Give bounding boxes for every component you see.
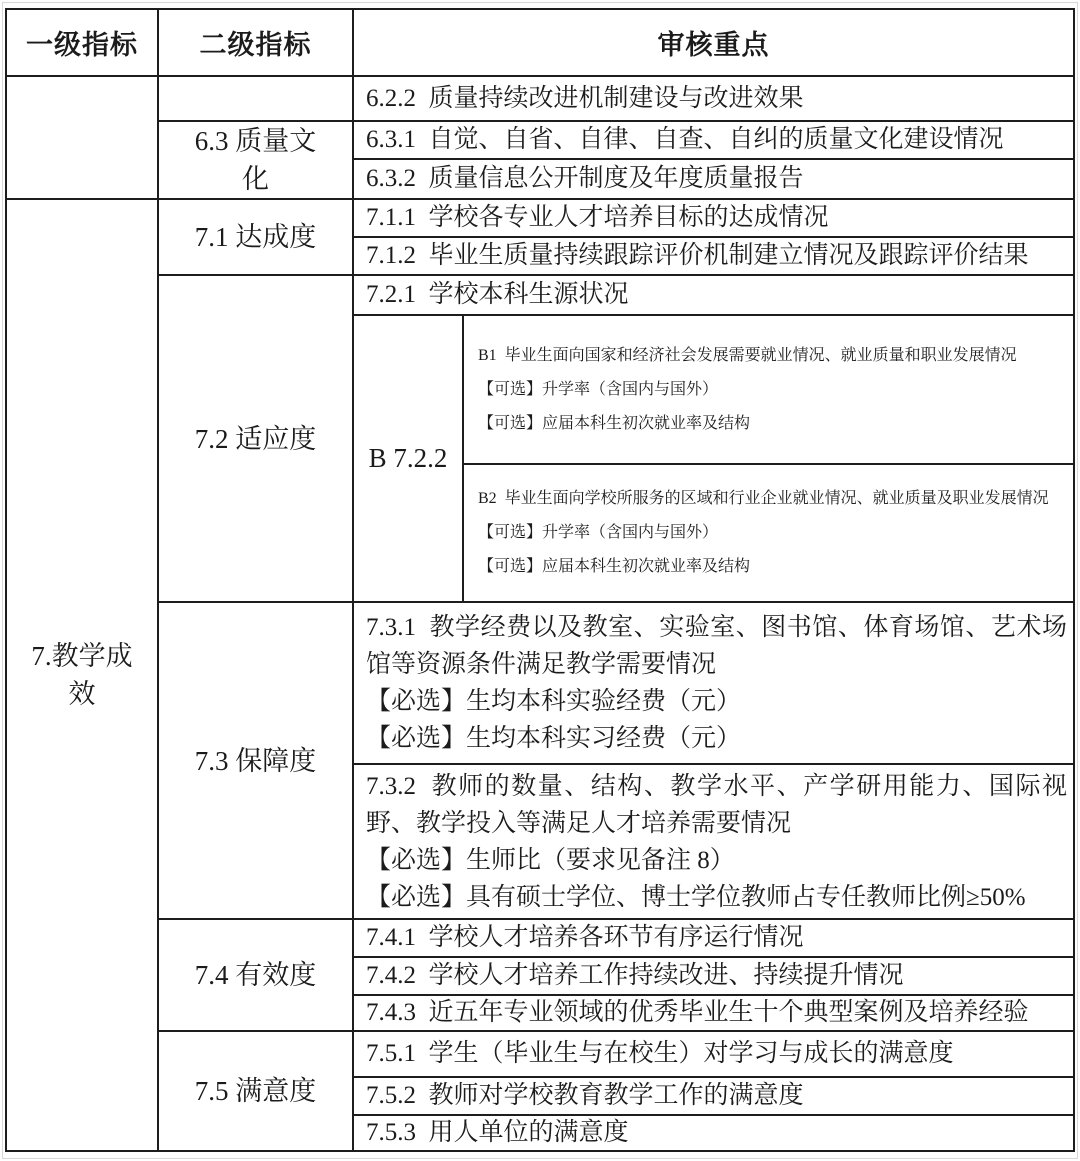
cell-b722-label: B 7.2.2	[353, 315, 463, 602]
optional-item: 【可选】应届本科生初次就业率及结构	[478, 414, 751, 432]
cell-focus-7-4-2: 7.4.2 学校人才培养工作持续改进、持续提升情况	[353, 957, 1074, 995]
cell-level2-6-3-quality-culture	[158, 121, 353, 199]
cell-level1-section6-empty	[6, 76, 158, 199]
cell-level2-section62-empty	[158, 76, 353, 121]
table-row	[6, 602, 1074, 764]
required-item: 【必选】具有硕士学位、博士学位教师占专任教师比例≥50%	[366, 883, 1026, 911]
cell-focus-7-2-1: 7.2.1 学校本科生源状况	[353, 275, 1074, 315]
table-row	[6, 121, 1074, 159]
table-row	[6, 1031, 1074, 1077]
table-row	[6, 199, 1074, 237]
cell-focus-7-4-1: 7.4.1 学校人才培养各环节有序运行情况	[353, 919, 1074, 957]
cell-focus-7-1-1: 7.1.1 学校各专业人才培养目标的达成情况	[353, 199, 1074, 237]
cell-level2-7-1-attainment	[158, 199, 353, 275]
cell-level2-7-2-adaptability	[158, 275, 353, 602]
level1-label: 7.教学成效	[31, 641, 133, 709]
focus-text-7-3-2: 7.3.2 教师的数量、结构、教学水平、产学研用能力、国际视野、教学投入等满足人才培养需要情况	[366, 772, 1067, 837]
cell-focus-6-3-2: 6.3.2 质量信息公开制度及年度质量报告	[353, 159, 1074, 199]
cell-level1-7-teaching-effect	[6, 199, 158, 1151]
header-level2-indicator: 二级指标	[158, 9, 353, 76]
optional-item: 【可选】升学率（含国内与国外）	[478, 380, 719, 398]
cell-focus-7-4-3: 7.4.3 近五年专业领域的优秀毕业生十个典型案例及培养经验	[353, 995, 1074, 1031]
table-row	[6, 275, 1074, 315]
cell-focus-7-3-2	[353, 764, 1074, 919]
level2-label: 7.1 达成度	[194, 222, 317, 252]
level2-label: 7.4 有效度	[194, 960, 317, 990]
header-level1-indicator: 一级指标	[6, 9, 158, 76]
cell-focus-7-5-2: 7.5.2 教师对学校教育教学工作的满意度	[353, 1077, 1074, 1115]
level2-label: 7.3 保障度	[194, 745, 317, 776]
focus-text-7-3-1: 7.3.1 教学经费以及教室、实验室、图书馆、体育场馆、艺术场馆等资源条件满足教学需要情况	[366, 614, 1067, 678]
cell-focus-7-3-1	[353, 602, 1074, 764]
cell-level2-7-4-effectiveness	[158, 919, 353, 1031]
cell-focus-7-5-3: 7.5.3 用人单位的满意度	[353, 1115, 1074, 1151]
optional-item: 【可选】应届本科生初次就业率及结构	[478, 558, 751, 575]
cell-level2-7-5-satisfaction	[158, 1031, 353, 1151]
table-header-row	[6, 9, 1074, 76]
cell-focus-b1	[463, 315, 1074, 464]
optional-item: 【可选】升学率（含国内与国外）	[478, 524, 719, 541]
level2-label: 6.3 质量文化	[194, 126, 317, 194]
required-item: 【必选】生师比（要求见备注 8）	[366, 846, 735, 874]
required-item: 【必选】生均本科实验经费（元）	[366, 688, 742, 715]
cell-focus-7-1-2: 7.1.2 毕业生质量持续跟踪评价机制建立情况及跟踪评价结果	[353, 237, 1074, 275]
cell-level2-7-3-guarantee	[158, 602, 353, 919]
focus-text-b1: B1 毕业生面向国家和经济社会发展需要就业情况、就业质量和职业发展情况	[478, 346, 1017, 364]
focus-text-b2: B2 毕业生面向学校所服务的区域和行业企业就业情况、就业质量及职业发展情况	[478, 490, 1049, 507]
table-row	[6, 76, 1074, 121]
indicator-table	[5, 8, 1075, 1152]
required-item: 【必选】生均本科实习经费（元）	[366, 725, 742, 752]
table-row	[6, 919, 1074, 957]
header-review-focus: 审核重点	[353, 9, 1074, 76]
cell-focus-b2	[463, 464, 1074, 602]
cell-focus-6-3-1: 6.3.1 自觉、自省、自律、自查、自纠的质量文化建设情况	[353, 121, 1074, 159]
cell-focus-7-5-1: 7.5.1 学生（毕业生与在校生）对学习与成长的满意度	[353, 1031, 1074, 1077]
level2-label: 7.2 适应度	[194, 423, 317, 454]
level2-label: 7.5 满意度	[194, 1076, 317, 1106]
cell-focus-6-2-2: 6.2.2 质量持续改进机制建设与改进效果	[353, 76, 1074, 121]
